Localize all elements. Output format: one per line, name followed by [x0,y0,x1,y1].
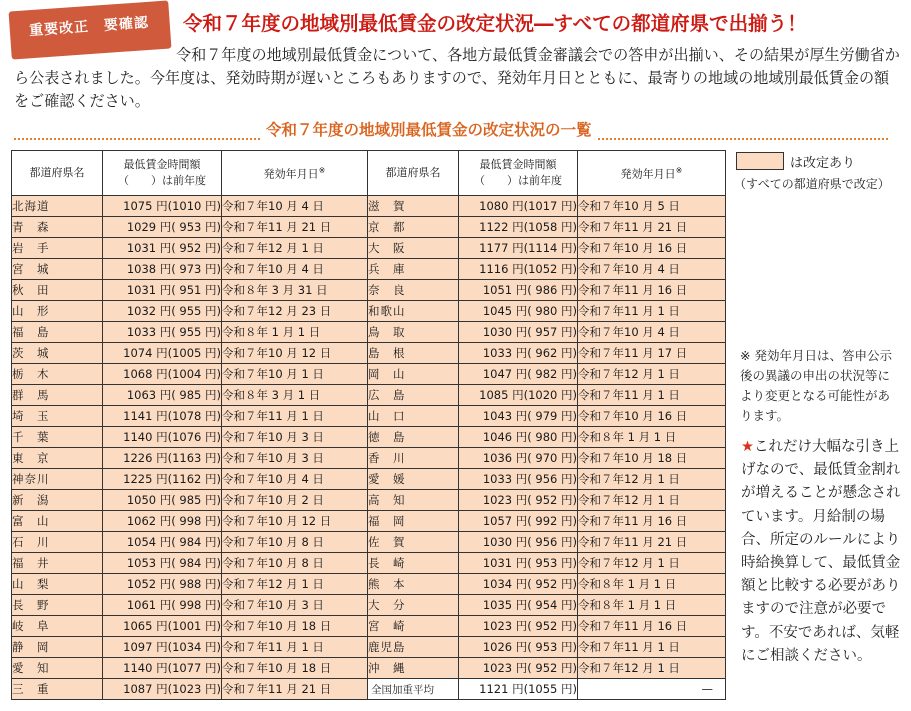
prefecture-cell: 福 島 [12,322,103,343]
prefecture-cell: 佐 賀 [368,532,459,553]
wage-cell: 1068 円(1004 円) [103,364,222,385]
date-cell: 令和７年11 月 21 日 [222,679,368,700]
prefecture-cell: 奈 良 [368,280,459,301]
date-cell: 令和７年11 月 16 日 [578,280,726,301]
wage-cell: 1036 円( 970 円) [459,448,578,469]
header-wage [459,151,578,196]
date-cell: 令和７年10 月 3 日 [222,427,368,448]
wage-cell: 1026 円( 953 円) [459,637,578,658]
wage-cell: 1023 円( 952 円) [459,490,578,511]
date-cell: 令和７年10 月 5 日 [578,196,726,217]
date-cell: 令和７年10 月 4 日 [222,259,368,280]
wage-cell: 1023 円( 952 円) [459,658,578,679]
date-cell: 令和７年10 月 4 日 [578,322,726,343]
date-cell: 令和７年11 月 1 日 [578,637,726,658]
date-cell: 令和７年11 月 21 日 [578,217,726,238]
wage-cell: 1065 円(1001 円) [103,616,222,637]
wage-cell: 1035 円( 954 円) [459,595,578,616]
prefecture-cell: 北海道 [12,196,103,217]
prefecture-cell: 福 井 [12,553,103,574]
date-cell: 令和７年10 月 8 日 [222,532,368,553]
wage-cell: 1226 円(1163 円) [103,448,222,469]
prefecture-cell: 山 口 [368,406,459,427]
prefecture-cell: 山 梨 [12,574,103,595]
prefecture-cell: 富 山 [12,511,103,532]
table-row [12,364,726,385]
wage-cell: 1074 円(1005 円) [103,343,222,364]
header-date-mark: ※ [675,166,683,176]
prefecture-cell: 京 都 [368,217,459,238]
table-row [12,301,726,322]
wage-cell: 1116 円(1052 円) [459,259,578,280]
header-date-label: 発効年月日 [263,167,319,181]
table-row [12,658,726,679]
date-cell: 令和７年12 月 1 日 [578,490,726,511]
prefecture-cell: 岐 阜 [12,616,103,637]
wage-cell: 1033 円( 955 円) [103,322,222,343]
date-cell: 令和８年 1 月 1 日 [578,595,726,616]
table-body [12,196,726,700]
date-cell: 令和７年10 月 1 日 [222,364,368,385]
wage-cell: 1053 円( 984 円) [103,553,222,574]
date-cell: 令和７年11 月 1 日 [578,301,726,322]
prefecture-cell: 宮 崎 [368,616,459,637]
wage-cell: 1045 円( 980 円) [459,301,578,322]
date-cell: 令和８年 1 月 1 日 [578,574,726,595]
wage-cell: 1046 円( 980 円) [459,427,578,448]
prefecture-cell: 愛 媛 [368,469,459,490]
header-prefecture: 都道府県名 [12,151,103,196]
wage-cell: 1031 円( 951 円) [103,280,222,301]
table-row [12,385,726,406]
date-cell: 令和７年11 月 21 日 [578,532,726,553]
prefecture-cell: 高 知 [368,490,459,511]
table-row [12,574,726,595]
prefecture-cell: 広 島 [368,385,459,406]
wage-cell: 1097 円(1034 円) [103,637,222,658]
prefecture-cell: 鹿児島 [368,637,459,658]
minimum-wage-table [11,150,726,700]
prefecture-cell: 大 阪 [368,238,459,259]
wage-cell: 1057 円( 992 円) [459,511,578,532]
date-cell: 令和７年10 月 16 日 [578,406,726,427]
prefecture-cell: 埼 玉 [12,406,103,427]
date-cell: 令和７年10 月 3 日 [222,448,368,469]
prefecture-cell: 宮 城 [12,259,103,280]
table-row [12,490,726,511]
legend-label: は改定あり [790,156,856,171]
date-cell: 令和７年11 月 1 日 [222,637,368,658]
wage-cell: 1038 円( 973 円) [103,259,222,280]
header-date-label: 発効年月日 [620,167,676,181]
wage-cell: 1140 円(1077 円) [103,658,222,679]
prefecture-cell: 秋 田 [12,280,103,301]
table-header-row [12,151,726,196]
prefecture-cell: 岩 手 [12,238,103,259]
prefecture-cell: 島 根 [368,343,459,364]
wage-cell: 1177 円(1114 円) [459,238,578,259]
prefecture-cell: 滋 賀 [368,196,459,217]
wage-cell: 1034 円( 952 円) [459,574,578,595]
date-cell: 令和７年11 月 17 日 [578,343,726,364]
table-row [12,448,726,469]
prefecture-cell: 福 岡 [368,511,459,532]
table-row [12,406,726,427]
table-row [12,637,726,658]
prefecture-cell: 栃 木 [12,364,103,385]
wage-cell: 1030 円( 957 円) [459,322,578,343]
date-cell: 令和７年10 月 4 日 [222,196,368,217]
wage-cell: 1031 円( 952 円) [103,238,222,259]
header-wage-line2: （ ）は前年度 [474,174,562,187]
prefecture-cell: 愛 知 [12,658,103,679]
table-row [12,427,726,448]
table-row [12,196,726,217]
header-wage [103,151,222,196]
wage-cell: 1225 円(1162 円) [103,469,222,490]
table-row [12,595,726,616]
date-cell: 令和７年10 月 18 日 [222,658,368,679]
footnote: ※ 発効年月日は、答申公示後の異議の申出の状況等により変更となる可能性があります。 [740,348,892,423]
star-icon: ★ [741,439,754,455]
date-cell: 令和７年10 月 2 日 [222,490,368,511]
prefecture-cell: 茨 城 [12,343,103,364]
table-row [12,343,726,364]
prefecture-cell: 兵 庫 [368,259,459,280]
date-cell: 令和７年11 月 21 日 [222,217,368,238]
date-cell: 令和７年10 月 4 日 [222,469,368,490]
table-row [12,553,726,574]
prefecture-cell: 神奈川 [12,469,103,490]
wage-cell: 1140 円(1076 円) [103,427,222,448]
wage-cell: 1047 円( 982 円) [459,364,578,385]
header-effective-date [578,151,726,196]
wage-cell: 1062 円( 998 円) [103,511,222,532]
warning-note [741,436,906,668]
prefecture-cell: 新 潟 [12,490,103,511]
date-cell: 令和７年10 月 12 日 [222,343,368,364]
header-wage-line2: （ ）は前年度 [118,174,206,187]
page-title: 令和７年度の地域別最低賃金の改定状況―すべての都道府県で出揃う！ [183,12,807,35]
prefecture-cell: 全国加重平均 [368,679,459,700]
date-cell: 令和７年11 月 16 日 [578,511,726,532]
header-date-mark: ※ [318,166,326,176]
prefecture-cell: 沖 縄 [368,658,459,679]
prefecture-cell: 山 形 [12,301,103,322]
header-prefecture: 都道府県名 [368,151,459,196]
section-title: 令和７年度の地域別最低賃金の改定状況の一覧 [260,118,598,140]
date-cell: 令和７年10 月 8 日 [222,553,368,574]
date-cell: 令和７年10 月 4 日 [578,259,726,280]
wage-cell: 1080 円(1017 円) [459,196,578,217]
wage-cell: 1050 円( 985 円) [103,490,222,511]
wage-cell: 1023 円( 952 円) [459,616,578,637]
wage-cell: 1029 円( 953 円) [103,217,222,238]
header-wage-line1: 最低賃金時間額 [123,158,201,171]
header-effective-date [222,151,368,196]
prefecture-cell: 長 野 [12,595,103,616]
wage-cell: 1033 円( 962 円) [459,343,578,364]
table-row [12,511,726,532]
legend-subtext: （すべての都道府県で改定） [734,177,890,191]
date-cell: 令和８年 1 月 1 日 [222,322,368,343]
date-cell: 令和７年10 月 18 日 [222,616,368,637]
wage-cell: 1122 円(1058 円) [459,217,578,238]
wage-cell: 1043 円( 979 円) [459,406,578,427]
wage-cell: 1075 円(1010 円) [103,196,222,217]
date-cell: 令和７年11 月 1 日 [578,385,726,406]
prefecture-cell: 大 分 [368,595,459,616]
table-row [12,322,726,343]
table-row [12,238,726,259]
table-row [12,259,726,280]
table-row [12,469,726,490]
prefecture-cell: 石 川 [12,532,103,553]
wage-cell: 1033 円( 956 円) [459,469,578,490]
wage-cell: 1030 円( 956 円) [459,532,578,553]
table-row [12,679,726,700]
warning-text: これだけ大幅な引き上げなので、最低賃金割れが増えることが懸念されています。月給制の場合、所定のルールにより時給換算して、最低賃金額と比較する必要がありますので注意が必要です。不安であれば、気軽にご相談ください。 [741,439,901,664]
date-cell: 令和７年12 月 1 日 [578,469,726,490]
table-row [12,532,726,553]
prefecture-cell: 長 崎 [368,553,459,574]
table-row [12,217,726,238]
date-cell: 令和７年10 月 16 日 [578,238,726,259]
prefecture-cell: 群 馬 [12,385,103,406]
wage-cell: 1121 円(1055 円) [459,679,578,700]
date-cell: 令和８年 1 月 1 日 [578,427,726,448]
wage-cell: 1051 円( 986 円) [459,280,578,301]
prefecture-cell: 三 重 [12,679,103,700]
wage-cell: 1085 円(1020 円) [459,385,578,406]
wage-cell: 1031 円( 953 円) [459,553,578,574]
date-cell: 令和７年12 月 1 日 [222,238,368,259]
prefecture-cell: 徳 島 [368,427,459,448]
wage-cell: 1063 円( 985 円) [103,385,222,406]
prefecture-cell: 静 岡 [12,637,103,658]
date-cell: 令和７年11 月 16 日 [578,616,726,637]
prefecture-cell: 鳥 取 [368,322,459,343]
wage-cell: 1032 円( 955 円) [103,301,222,322]
intro-paragraph: 令和７年度の地域別最低賃金について、各地方最低賃金審議会での答申が出揃い、その結果が厚生労働省から公表されました。今年度は、発効時期が遅いところもありますので、発効年月日とともに、最寄りの地域の地域別最低賃金の額をご確認ください。 [14,46,900,110]
date-cell: 令和７年11 月 1 日 [222,406,368,427]
date-cell: 令和８年 3 月 31 日 [222,280,368,301]
table-row [12,616,726,637]
wage-cell: 1087 円(1023 円) [103,679,222,700]
prefecture-cell: 青 森 [12,217,103,238]
prefecture-cell: 熊 本 [368,574,459,595]
date-cell: — [578,679,726,700]
date-cell: 令和７年12 月 1 日 [222,574,368,595]
table-row [12,280,726,301]
header-wage-line1: 最低賃金時間額 [479,158,557,171]
wage-cell: 1141 円(1078 円) [103,406,222,427]
date-cell: 令和７年12 月 23 日 [222,301,368,322]
wage-cell: 1054 円( 984 円) [103,532,222,553]
date-cell: 令和７年12 月 1 日 [578,658,726,679]
prefecture-cell: 千 葉 [12,427,103,448]
date-cell: 令和７年12 月 1 日 [578,553,726,574]
date-cell: 令和７年10 月 12 日 [222,511,368,532]
date-cell: 令和７年10 月 18 日 [578,448,726,469]
date-cell: 令和７年12 月 1 日 [578,364,726,385]
important-badge-label: 重要改正 要確認 [28,14,150,40]
prefecture-cell: 香 川 [368,448,459,469]
wage-cell: 1061 円( 998 円) [103,595,222,616]
prefecture-cell: 和歌山 [368,301,459,322]
prefecture-cell: 東 京 [12,448,103,469]
date-cell: 令和７年10 月 3 日 [222,595,368,616]
legend-swatch [736,152,784,170]
wage-cell: 1052 円( 988 円) [103,574,222,595]
prefecture-cell: 岡 山 [368,364,459,385]
date-cell: 令和８年 3 月 1 日 [222,385,368,406]
